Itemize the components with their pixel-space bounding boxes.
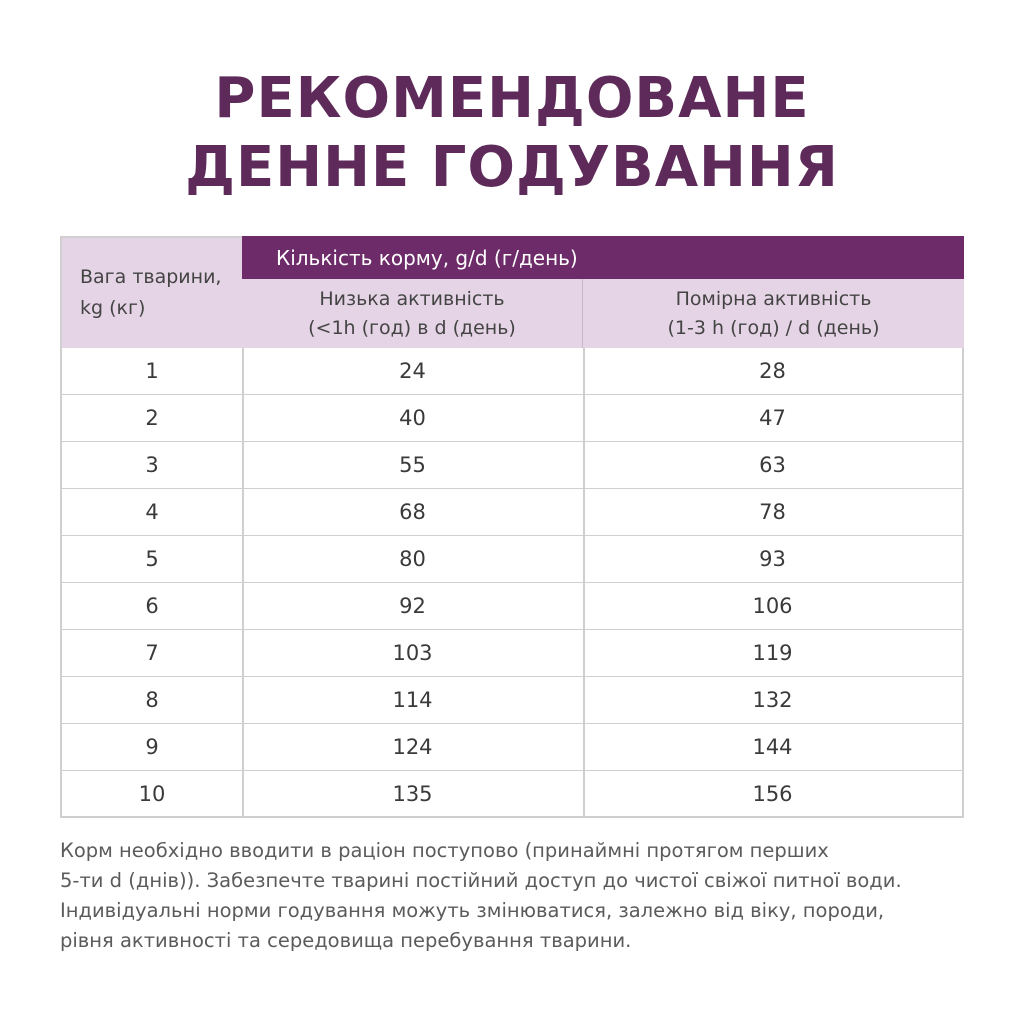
table-row	[62, 630, 962, 677]
note-line-3: Індивідуальні норми годування можуть змінюватися, залежно від віку, породи,	[60, 899, 885, 922]
low-activity-cell: 80	[399, 547, 426, 571]
page-title-line-2: ДЕННЕ ГОДУВАННЯ	[185, 135, 839, 200]
weight-cell: 9	[145, 735, 159, 759]
table-body	[60, 348, 964, 818]
moderate-activity-cell: 144	[752, 735, 793, 759]
weight-cell: 4	[145, 500, 159, 524]
weight-cell: 7	[145, 641, 159, 665]
moderate-activity-cell: 119	[752, 641, 793, 665]
moderate-activity-cell: 63	[759, 453, 786, 477]
moderate-activity-cell: 93	[759, 547, 786, 571]
weight-header-line-2: kg (кг)	[80, 297, 146, 319]
weight-column-header	[60, 236, 242, 348]
low-header-line-1: Низька активність	[319, 287, 505, 310]
moderate-activity-cell: 106	[752, 594, 793, 618]
weight-header-line-1: Вага тварини,	[80, 266, 222, 288]
low-activity-cell: 40	[399, 406, 426, 430]
low-activity-cell: 124	[392, 735, 433, 759]
low-activity-cell: 103	[392, 641, 433, 665]
note-line-1: Корм необхідно вводити в раціон поступово (принаймні протягом перших	[60, 839, 829, 862]
low-activity-cell: 92	[399, 594, 426, 618]
table-row	[62, 395, 962, 442]
note-line-4: рівня активності та середовища перебування тварини.	[60, 929, 632, 952]
weight-cell: 5	[145, 547, 159, 571]
weight-cell: 10	[138, 782, 166, 806]
weight-cell: 3	[145, 453, 159, 477]
moderate-activity-cell: 156	[752, 782, 793, 806]
weight-cell: 2	[145, 406, 159, 430]
low-activity-cell: 68	[399, 500, 426, 524]
low-activity-cell: 55	[399, 453, 426, 477]
table-row	[62, 442, 962, 489]
moderate-activity-cell: 132	[752, 688, 793, 712]
moderate-header-line-2: (1-3 h (год) / d (день)	[667, 316, 880, 339]
low-activity-cell: 24	[399, 359, 426, 383]
feeding-table	[60, 236, 964, 818]
feeding-note	[60, 836, 960, 956]
low-header-line-2: (<1h (год) в d (день)	[308, 316, 516, 339]
low-activity-cell: 135	[392, 782, 433, 806]
table-row	[62, 536, 962, 583]
table-row	[62, 348, 962, 395]
table-row	[62, 724, 962, 771]
table-row	[62, 583, 962, 630]
moderate-activity-cell: 28	[759, 359, 786, 383]
weight-cell: 8	[145, 688, 159, 712]
moderate-activity-header	[583, 279, 964, 348]
moderate-header-line-1: Помірна активність	[675, 287, 872, 310]
weight-cell: 6	[145, 594, 159, 618]
weight-cell: 1	[145, 359, 159, 383]
page-title-line-1: РЕКОМЕНДОВАНЕ	[214, 66, 810, 131]
table-row	[62, 489, 962, 536]
quantity-header: Кількість корму, g/d (г/день)	[242, 236, 964, 279]
low-activity-cell: 114	[392, 688, 433, 712]
low-activity-header	[242, 279, 583, 348]
moderate-activity-cell: 78	[759, 500, 786, 524]
note-line-2: 5-ти d (днів)). Забезпечте тварині постійний доступ до чистої свіжої питної води.	[60, 869, 902, 892]
moderate-activity-cell: 47	[759, 406, 786, 430]
table-row	[62, 771, 962, 818]
table-row	[62, 677, 962, 724]
